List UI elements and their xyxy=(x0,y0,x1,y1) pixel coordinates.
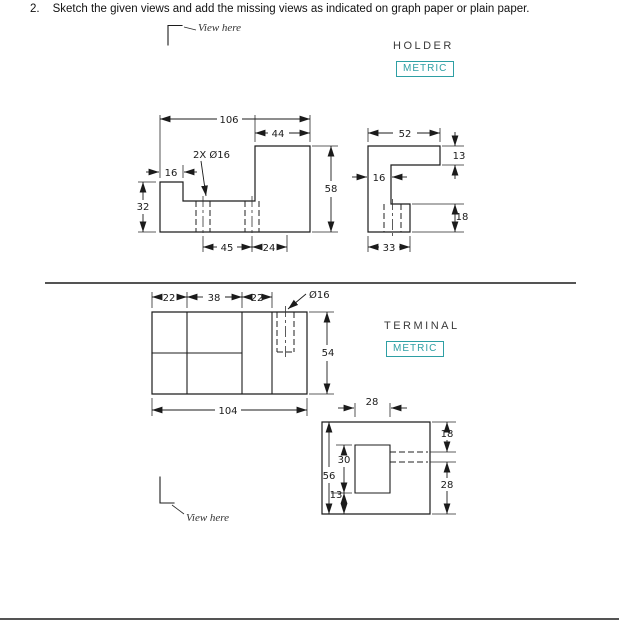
dim-label-hole-terminal: Ø16 xyxy=(309,290,330,301)
dim-label-22-left: 22 xyxy=(162,293,176,304)
dim-label-104: 104 xyxy=(218,406,238,417)
dim-label-45: 45 xyxy=(220,243,234,254)
terminal-metric-badge: METRIC xyxy=(386,341,444,357)
dim-label-24: 24 xyxy=(262,243,276,254)
dim-label-13-side: 13 xyxy=(452,151,466,162)
holder-front-hidden-lines xyxy=(196,201,259,232)
dim-label-54: 54 xyxy=(321,348,335,359)
dim-label-28-right: 28 xyxy=(440,480,454,491)
dim-label-32: 32 xyxy=(136,202,150,213)
dim-label-56: 56 xyxy=(322,471,336,482)
view-here-bracket-top xyxy=(168,22,241,45)
dim-label-33: 33 xyxy=(382,243,396,254)
terminal-top-inner-lines xyxy=(152,312,272,394)
dim-label-58: 58 xyxy=(324,184,338,195)
dim-label-106: 106 xyxy=(219,115,239,126)
dim-label-44: 44 xyxy=(271,129,285,140)
holder-title: HOLDER xyxy=(393,40,454,52)
view-here-note-top: View here xyxy=(198,22,242,34)
dim-label-16-tab: 16 xyxy=(164,168,178,179)
holder-front-outline xyxy=(160,146,310,232)
view-here-bracket-bottom xyxy=(160,477,229,524)
holder-front-view xyxy=(137,115,338,254)
dim-label-52: 52 xyxy=(398,129,412,140)
view-here-note-bottom: View here xyxy=(186,512,230,524)
terminal-front-hidden-lines xyxy=(390,452,428,462)
terminal-front-view xyxy=(322,397,456,514)
holder-side-outline xyxy=(368,146,440,232)
terminal-front-inner-rect xyxy=(355,445,390,493)
dim-label-38: 38 xyxy=(207,293,221,304)
instruction-text: Sketch the given views and add the missing views as indicated on graph paper or plain paper. xyxy=(52,3,530,15)
dim-label-13-terminal: 13 xyxy=(329,490,343,501)
holder-side-view xyxy=(352,128,468,254)
dim-label-holes: 2X Ø16 xyxy=(193,150,230,161)
holder-metric-badge: METRIC xyxy=(396,61,454,77)
dim-label-28-top: 28 xyxy=(365,397,379,408)
instruction-number: 2. xyxy=(30,3,40,15)
dim-label-22-right: 22 xyxy=(250,293,264,304)
dim-label-18-side: 18 xyxy=(455,212,469,223)
terminal-top-view xyxy=(152,289,334,417)
dim-label-16-web: 16 xyxy=(372,173,386,184)
dim-label-30: 30 xyxy=(337,455,351,466)
dim-label-18-terminal: 18 xyxy=(440,429,454,440)
terminal-title: TERMINAL xyxy=(384,320,460,332)
